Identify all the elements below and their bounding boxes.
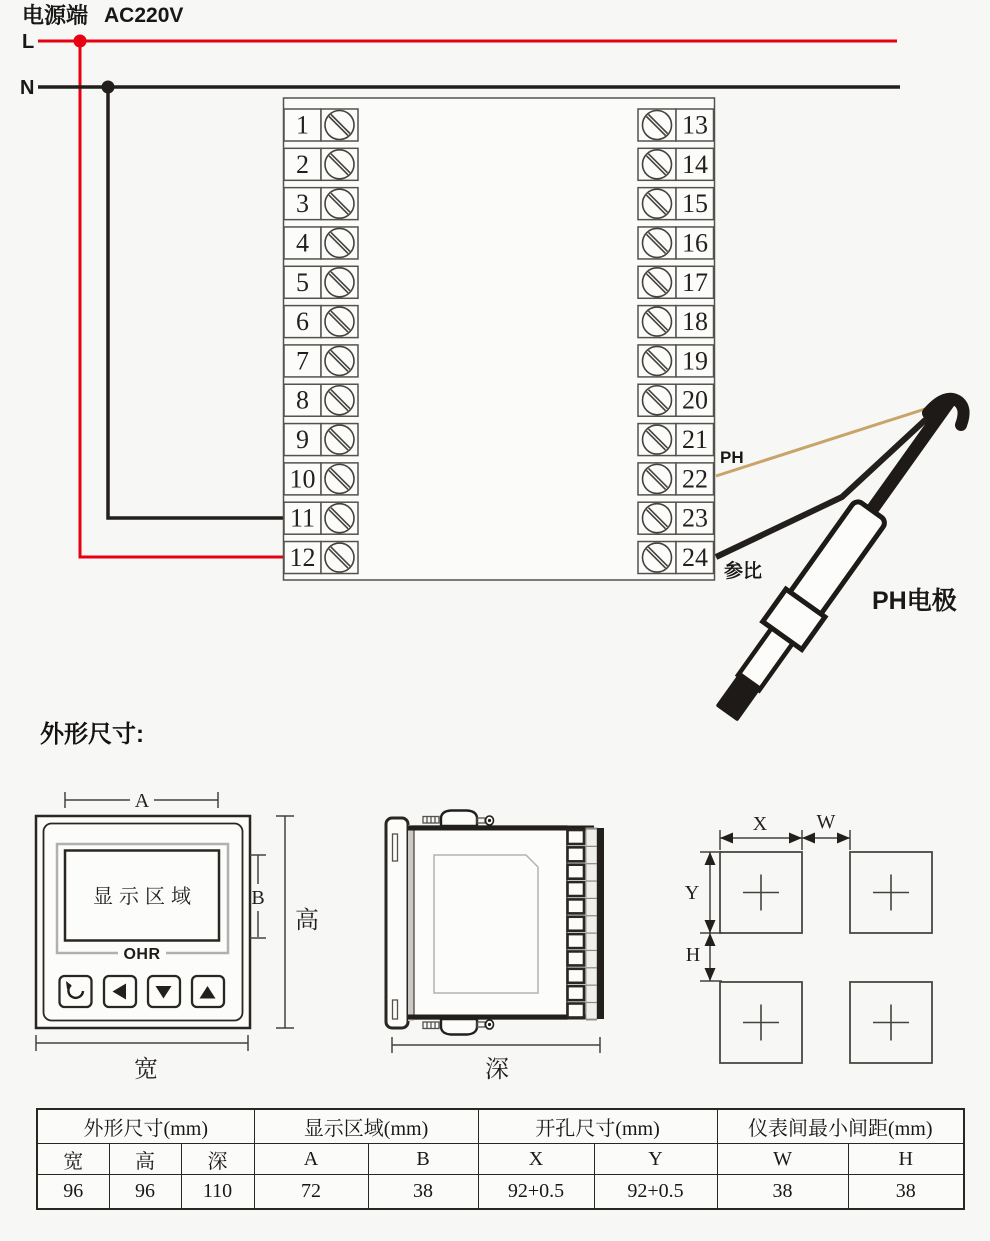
table-header-width: 宽 [37, 1144, 109, 1175]
screw-terminal-icon [325, 150, 354, 179]
rear-terminal-square [568, 1004, 585, 1018]
rear-terminal-square [568, 830, 585, 844]
terminal-number: 9 [296, 425, 309, 455]
terminal-number: 23 [682, 503, 708, 533]
table-value-depth: 110 [181, 1175, 254, 1210]
mounting-clamp-top [441, 811, 477, 827]
terminal-number: 10 [289, 464, 316, 494]
front-view-drawing [36, 790, 319, 1083]
screw-terminal-icon [643, 464, 672, 493]
screw-terminal-icon [643, 543, 672, 572]
live-wire-to-terminal-12 [80, 41, 284, 557]
terminal-number: 4 [296, 228, 309, 258]
rear-terminal-square [568, 969, 585, 983]
table-value-x: 92+0.5 [478, 1175, 594, 1210]
rear-cover-bar [597, 828, 604, 1019]
table-value-height: 96 [109, 1175, 181, 1210]
terminal-strip-back [586, 828, 597, 1019]
terminal-number: 14 [682, 149, 708, 179]
table-value-h: 38 [848, 1175, 964, 1210]
table-header-b: B [368, 1144, 478, 1175]
screw-terminal-icon [643, 150, 672, 179]
rear-terminal-square [568, 917, 585, 931]
reference-wire [716, 410, 936, 557]
rear-terminal-square [568, 882, 585, 896]
table-group-spacing: 仪表间最小间距(mm) [717, 1109, 964, 1144]
terminal-number: 16 [682, 228, 708, 258]
terminal-number: 5 [296, 267, 309, 297]
terminal-number: 12 [289, 543, 316, 573]
table-group-cutout: 开孔尺寸(mm) [478, 1109, 717, 1144]
screw-terminal-icon [643, 504, 672, 533]
dim-w-label: W [816, 811, 836, 833]
terminal-number: 3 [296, 189, 309, 219]
table-header-y: Y [594, 1144, 717, 1175]
electrode-name-label: PH电极 [872, 587, 957, 615]
terminal-block [284, 98, 715, 580]
terminal-number: 11 [289, 503, 316, 533]
rear-terminal-square [568, 986, 585, 1000]
table-value-width: 96 [37, 1175, 109, 1210]
dim-depth-label: 深 [485, 1057, 509, 1083]
power-voltage-label: AC220V [104, 4, 184, 27]
display-area-label: 显示区域 [93, 886, 197, 908]
terminal-number: 2 [296, 149, 309, 179]
terminal-number: 19 [682, 346, 708, 376]
brand-logo: OHR [123, 946, 161, 963]
screw-terminal-icon [643, 425, 672, 454]
ph-wire-label: PH [720, 448, 744, 467]
screw-terminal-icon [325, 307, 354, 336]
table-header-height: 高 [109, 1144, 181, 1175]
cutout-center-crosses [743, 875, 909, 1041]
terminal-number: 1 [296, 110, 309, 140]
bezel-shadow-strip [408, 825, 414, 1021]
terminal-number: 15 [682, 189, 708, 219]
clamp-screw-dot-top [488, 819, 491, 822]
dim-y-label: Y [684, 882, 700, 904]
terminal-number: 8 [296, 385, 309, 415]
terminal-number: 13 [682, 110, 708, 140]
terminal-number: 7 [296, 346, 309, 376]
outline-dimensions-heading: 外形尺寸: [40, 721, 144, 748]
dim-h-label: H [685, 944, 701, 966]
rear-terminal-square [568, 899, 585, 913]
live-line-label: L [22, 31, 35, 53]
screw-terminal-icon [325, 268, 354, 297]
screw-terminal-icon [325, 464, 354, 493]
neutral-line-label: N [20, 77, 35, 99]
reference-wire-label: 参比 [724, 561, 763, 582]
table-header-w: W [717, 1144, 848, 1175]
table-header-a: A [254, 1144, 368, 1175]
dim-x-label: X [752, 813, 768, 835]
dim-height-label: 高 [295, 908, 319, 934]
terminal-number: 24 [682, 543, 708, 573]
terminal-number: 6 [296, 307, 309, 337]
screw-terminal-icon [325, 425, 354, 454]
table-group-outline: 外形尺寸(mm) [37, 1109, 254, 1144]
dim-a-label: A [134, 790, 150, 812]
table-header-h: H [848, 1144, 964, 1175]
screw-terminal-icon [325, 111, 354, 140]
screw-terminal-icon [325, 504, 354, 533]
table-header-depth: 深 [181, 1144, 254, 1175]
side-view-drawing [386, 811, 604, 1084]
rear-terminal-square [568, 951, 585, 965]
rear-terminal-square [568, 847, 585, 861]
power-terminal-label: 电源端 [22, 3, 89, 28]
table-value-b: 38 [368, 1175, 478, 1210]
table-group-display: 显示区域(mm) [254, 1109, 478, 1144]
screw-terminal-icon [643, 189, 672, 218]
screw-terminal-icon [325, 346, 354, 375]
cutout-drawing [685, 811, 932, 1063]
screw-terminal-icon [643, 386, 672, 415]
clamp-screw-dot-bottom [488, 1023, 491, 1026]
dim-width-label: 宽 [134, 1057, 158, 1083]
screw-terminal-icon [325, 228, 354, 257]
neutral-wire-to-terminal-11 [108, 87, 284, 518]
table-header-x: X [478, 1144, 594, 1175]
screw-terminal-icon [643, 268, 672, 297]
terminal-number: 21 [682, 425, 708, 455]
rear-terminal-square [568, 865, 585, 879]
ph-electrode-drawing [707, 386, 970, 728]
table-value-w: 38 [717, 1175, 848, 1210]
mounting-clamp-bottom [441, 1019, 477, 1035]
screw-terminal-icon [643, 346, 672, 375]
dimension-table [36, 1108, 965, 1210]
screw-terminal-icon [643, 111, 672, 140]
screw-terminal-icon [325, 386, 354, 415]
terminal-number: 22 [682, 464, 708, 494]
terminal-number: 20 [682, 385, 708, 415]
terminal-number: 17 [682, 267, 708, 297]
loop-button [60, 976, 92, 1007]
table-value-a: 72 [254, 1175, 368, 1210]
dim-b-label: B [251, 887, 265, 909]
rear-terminal-square [568, 934, 585, 948]
screw-terminal-icon [643, 228, 672, 257]
screw-terminal-icon [643, 307, 672, 336]
terminal-number: 18 [682, 307, 708, 337]
screw-terminal-icon [325, 189, 354, 218]
table-value-y: 92+0.5 [594, 1175, 717, 1210]
screw-terminal-icon [325, 543, 354, 572]
